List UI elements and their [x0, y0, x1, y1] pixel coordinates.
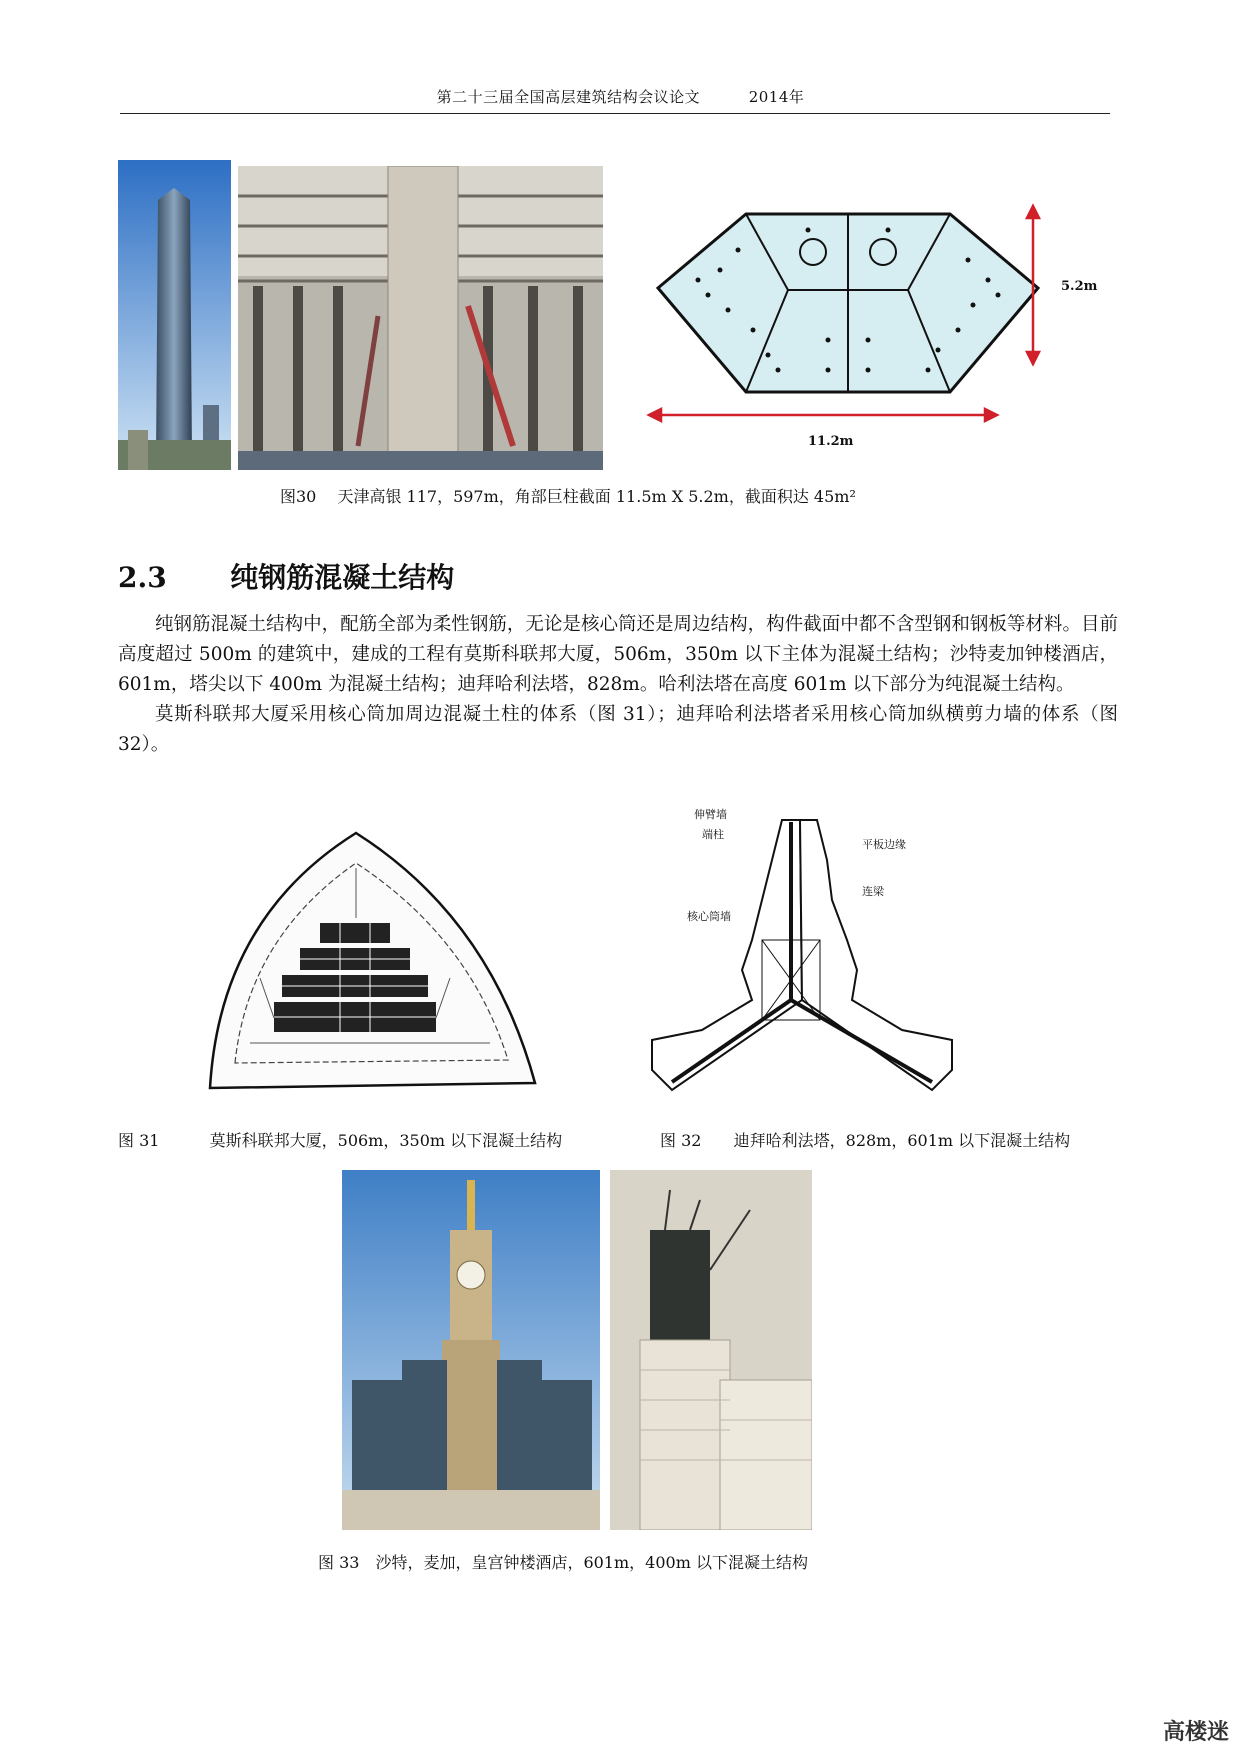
fig33-caption: 图 33 沙特，麦加，皇宫钟楼酒店，601m，400m 以下混凝土结构 — [318, 1553, 808, 1572]
fig30-column-section-diagram — [628, 180, 1108, 450]
section-heading — [118, 556, 454, 596]
header-rule — [120, 113, 1110, 114]
watermark-logo: 高楼迷 — [1162, 1720, 1229, 1745]
header-year: 2014年 — [748, 88, 805, 106]
fig32-label-slab-edge: 平板边缘 — [862, 838, 906, 851]
fig31-caption-text: 莫斯科联邦大厦，506m，350m 以下混凝土结构 — [209, 1131, 563, 1150]
fig32-label-end-column: 端柱 — [702, 828, 724, 841]
body-text — [118, 610, 1118, 760]
fig32-caption-number: 图 32 — [660, 1131, 702, 1150]
paragraph: 纯钢筋混凝土结构中，配筋全部为柔性钢筋，无论是核心筒还是周边结构，构件截面中都不含型钢和钢板等材料。目前高度超过 500m 的建筑中，建成的工程有莫斯科联邦大厦，506m，350m 以下主体为混凝土结构；沙特麦加钟楼酒店，601m，塔尖以下 400m 为混凝土结构；迪拜哈利法塔，828m。哈利法塔在高度 601m 以下部分为纯混凝土结构。 — [118, 614, 1118, 695]
fig32-floor-plan — [632, 800, 972, 1105]
fig30-caption: 图30 天津高银 117，597m，角部巨柱截面 11.5m X 5.2m，截面积达 45m² — [280, 487, 856, 506]
fig30-dim-width: 11.2m — [808, 434, 854, 449]
fig30-construction-photo — [238, 166, 603, 470]
fig33-clock-tower-photo — [342, 1170, 600, 1530]
fig32-label-core-wall: 核心筒墙 — [687, 910, 731, 923]
fig31-caption — [118, 1128, 562, 1151]
fig31-caption-number: 图 31 — [118, 1131, 160, 1150]
fig30-dim-height: 5.2m — [1061, 279, 1098, 294]
fig32-caption-text: 迪拜哈利法塔，828m，601m 以下混凝土结构 — [733, 1131, 1071, 1150]
fig32-label-arm-wall: 伸臂墙 — [694, 808, 727, 821]
fig32-caption — [660, 1128, 1070, 1151]
fig32-label-coupling-beam: 连梁 — [862, 885, 884, 898]
fig33-construction-photo — [610, 1170, 812, 1530]
paragraph: 莫斯科联邦大厦采用核心筒加周边混凝土柱的体系（图 31）；迪拜哈利法塔者采用核心筒加纵横剪力墙的体系（图 32）。 — [118, 704, 1118, 755]
page-header — [0, 86, 1241, 107]
fig30-tower-photo — [118, 160, 231, 470]
fig31-floor-plan — [190, 828, 552, 1093]
section-number: 2.3 — [118, 561, 167, 594]
header-title: 第二十三届全国高层建筑结构会议论文 — [436, 88, 701, 106]
section-title: 纯钢筋混凝土结构 — [230, 561, 455, 594]
